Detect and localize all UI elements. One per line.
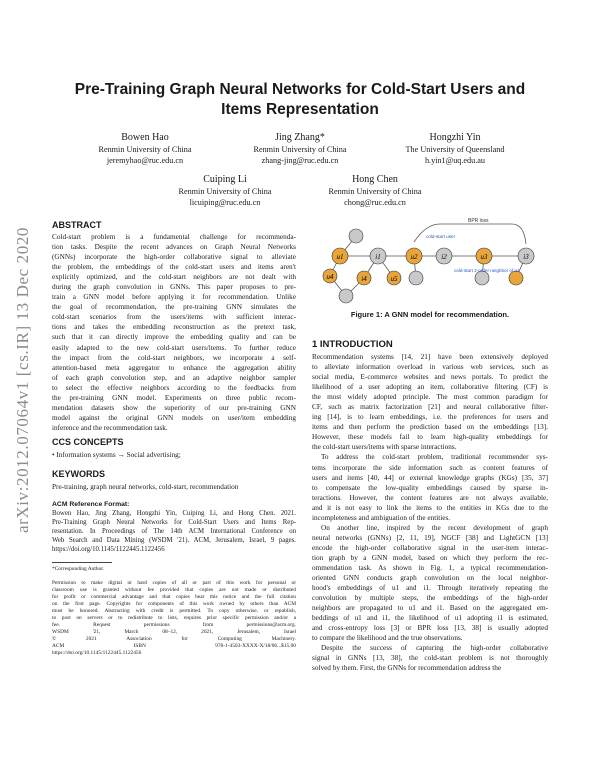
node-label: u3 [480, 253, 488, 261]
text-line: and it is not easy to link the items to the entities in KGs due to the [312, 503, 548, 512]
text-line: the problem, the embeddings of the cold-start users and items aren't [52, 263, 296, 272]
text-line: to post on servers or to redistribute to lists, requires prior specific permission and/or a [52, 615, 296, 621]
author-block [70, 131, 220, 166]
footnote-divider [52, 562, 112, 563]
abstract-heading: ABSTRACT [52, 220, 102, 230]
text-line: oriented GNN conducts graph convolution on the local neighbor- [312, 574, 548, 583]
text-line: tions and takes the embedding reconstruction as the pretext task, [52, 323, 296, 332]
author-affiliation: Renmin University of China [253, 145, 347, 154]
item-node [339, 289, 353, 303]
permission-block [52, 580, 296, 657]
text-line: model against the original GNN models on user/item embedding [52, 413, 296, 422]
text-line: teractions. However, the content features are not always available, [312, 493, 548, 502]
text-line: items and then perform the prediction based on the embeddings [13]. [312, 423, 548, 432]
text-line: WSDM '21, March 08–12, 2021, Jerusalem, Israel [52, 629, 296, 635]
text-line: neighbors are propagated to u1 and i1. Based on the aggregated em- [312, 604, 548, 613]
text-line: must be honored. Abstracting with credit is permitted. To copy otherwise, or republish, [52, 608, 296, 614]
paragraph [312, 523, 548, 644]
text-line: for profit or commercial advantage and that copies bear this notice and the full citation [52, 594, 296, 600]
text-line: Permission to make digital or hard copies of all or part of this work for personal or [52, 580, 296, 586]
text-line: easily adapted to the new cold-start users/items. To further reduce [52, 343, 296, 352]
intro-heading: 1 INTRODUCTION [312, 339, 393, 350]
text-line: fee. Request permissions from permissions@acm.org. [52, 622, 296, 628]
cold-user-label: cold-start user [426, 234, 456, 239]
author-block [380, 131, 530, 166]
text-line: Web Search and Data Mining (WSDM '21). ACM, Jerusalem, Israel, 9 pages. [52, 537, 296, 544]
author-affiliation: Renmin University of China [98, 145, 192, 154]
author-email: licuiping@ruc.edu.cn [189, 198, 261, 207]
text-line: tems incorporate the side information such as content features of [312, 463, 548, 472]
text-line: signal in GNNs [13, 38], the cold-start problem is not thoroughly [312, 654, 548, 663]
text-line: likelihood of a user adopting an item, collaborative filtering (CF) is [312, 383, 548, 392]
figure-caption: Figure 1: A GNN model for recommendation. [350, 310, 510, 319]
text-line: To address the cold-start problem, traditional recommender sys- [321, 453, 548, 462]
text-line: resentation. In Proceedings of The 14th ACM International Conference on [52, 528, 296, 535]
cold-neighbor-label: cold-start 2-order neighbor of u1 [454, 268, 520, 273]
abstract-body [52, 232, 296, 433]
author-email: jeremyhao@ruc.edu.cn [106, 156, 184, 165]
author-name: Hong Chen [352, 174, 398, 185]
text-line: to compensate the low-quality embeddings caused by sparse in- [312, 483, 548, 492]
author-email: chong@ruc.edu.cn [344, 198, 406, 207]
node-label: u4 [326, 273, 334, 281]
text-line: classroom use is granted without fee provided that copies are not made or distributed [52, 587, 296, 593]
keywords-text: Pre-training, graph neural networks, cold-start, recommendation [52, 483, 239, 491]
node-label: i3 [523, 253, 529, 261]
paragraph [312, 452, 548, 522]
text-line: Cold-start problem is a fundamental challenge for recommenda- [52, 233, 296, 241]
text-line: inference and the recommendation task. [52, 423, 168, 432]
author-email: zhang-jing@ruc.edu.cn [261, 156, 339, 165]
item-node [349, 229, 363, 243]
text-line: explicitly optimized, and the cold-start neighbors are not dealt with [52, 273, 296, 282]
author-affiliation: Renmin University of China [178, 187, 272, 196]
author-block [150, 173, 300, 208]
author-block [300, 173, 450, 208]
keywords-heading: KEYWORDS [52, 469, 106, 479]
text-line: CF, such as matrix factorization [21] and neural collaborative filter- [312, 403, 548, 412]
author-email: h.yin1@uq.edu.au [424, 156, 486, 165]
text-line: ommendation task. As shown in Fig. 1, a typical recommendation- [312, 563, 548, 572]
gnn-diagram [316, 216, 544, 306]
text-line: (GNNs) incorporate the high-order collaborative signal to alleviate [52, 253, 296, 262]
text-line: incompleteness and ambiguation of the entities. [312, 513, 451, 522]
node-label: i4 [361, 275, 367, 283]
text-line: on the first page. Copyrights for components of this work owned by others than ACM [52, 601, 296, 607]
text-line: the pre-training GNN model. Experiments on three public recom- [52, 393, 296, 402]
text-line: such that it can directly improve the embedding quality and can be [52, 333, 296, 342]
text-line: neural networks (GNNs) [2, 11, 19], NGCF [38] and LightGCN [13] [312, 533, 548, 542]
text-line: and cross-entropy loss [3] or BPR loss [13, 38] is usually adopted [312, 624, 548, 633]
text-line: the impact from the cold-start neighbors, we incorporate a self- [52, 353, 296, 362]
author-name: Bowen Hao [121, 132, 169, 143]
item-node [409, 271, 423, 285]
paragraph [312, 643, 548, 673]
text-line: during the graph convolution in GNNs. This paper proposes to pre- [52, 283, 296, 292]
author-name: Hongzhi Yin [429, 132, 481, 143]
text-line: of each graph convolution step, and an adaptive neighbor sampler [52, 373, 296, 382]
text-line: https://doi.org/10.1145/1122445.1122456 [52, 546, 165, 553]
text-line: tion tasks. Despite the recent advances on Graph Neural Networks [52, 243, 296, 252]
text-line: https://doi.org/10.1145/1122445.1122456 [52, 650, 142, 656]
acm-reference [52, 500, 296, 554]
text-line: tion graph by a GNN model, based on which they perform the rec- [312, 553, 548, 562]
text-line: ing [14], is to learn embeddings, i.e. the preferences for users and [312, 413, 548, 422]
arxiv-stamp [0, 190, 46, 570]
node-label: i2 [441, 253, 447, 261]
footnote: *Corresponding Author. [52, 566, 105, 572]
text-line: to alleviate information overload in various web services, such as [312, 363, 548, 372]
text-line: encode the high-order collaborative signal in the user-item interac- [312, 543, 548, 552]
text-line: ACM ISBN 978-1-4503-XXXX-X/18/06...$15.00 [52, 643, 296, 649]
ccs-heading: CCS CONCEPTS [52, 437, 124, 447]
text-line: the most widely adopted principle. The most common paradigm for [312, 393, 548, 402]
node-label: u2 [410, 253, 418, 261]
text-line: However, these models fail to learn high-quality embeddings for [312, 433, 548, 442]
arxiv-id: arXiv:2012.07064v1 [cs.IR] 13 Dec 2020 [13, 226, 32, 534]
author-name: Jing Zhang* [275, 132, 325, 143]
author-affiliation: Renmin University of China [328, 187, 422, 196]
text-line: to compare the likelihood and the true observations. [312, 634, 463, 643]
text-line: Bowen Hao, Jing Zhang, Hongzhi Yin, Cuiping Li, and Hong Chen. 2021. [52, 510, 296, 517]
paper-title: Pre-Training Graph Neural Networks for Cold-Start Users and Items Representation [74, 81, 526, 118]
text-line: attention-based meta aggregator to enhance the aggregation ability [52, 363, 296, 372]
text-line: cold-start scenarios from the users/items with sufficient interac- [52, 313, 296, 322]
bpr-label: BPR loss [468, 218, 489, 224]
text-line: beddings of u1 and i1, the likelihood of u1 adopting i1 is estimated, [312, 614, 548, 623]
figure-1 [316, 216, 544, 306]
acm-ref-body [52, 509, 296, 554]
node-label: u5 [390, 275, 398, 283]
text-line: the goal of recommendation, the pre-training GNN simulates the [52, 303, 296, 312]
text-line: On another line, inspired by the recent development of graph [321, 523, 548, 532]
author-affiliation: The University of Queensland [405, 145, 505, 154]
text-line: Pre-Training Graph Neural Networks for Cold-Start Users and Items Rep- [52, 519, 296, 526]
text-line: Recommendation systems [14, 21] have been extensively deployed [312, 353, 548, 361]
text-line: Despite the success of capturing the high-order collaborative [321, 644, 548, 653]
text-line: users and items [40, 44] or external knowledge graphs (KGs) [35, 37] [312, 473, 548, 482]
intro-body [312, 352, 548, 674]
user-node [509, 271, 523, 285]
text-line: convolution by multiple steps, the embeddings of the high-order [312, 594, 548, 603]
text-line: train a GNN model before applying it for recommendation. Unlike [52, 293, 296, 302]
author-block [225, 131, 375, 166]
item-node [475, 271, 489, 285]
node-label: i1 [375, 253, 381, 261]
ccs-text: • Information systems → Social advertising; [52, 451, 181, 459]
text-line: mendation datasets show the superiority of our pre-training GNN [52, 403, 296, 412]
author-name: Cuiping Li [203, 174, 247, 185]
node-label: u1 [336, 253, 344, 261]
text-line: to select the effective neighbors according to the feedbacks from [52, 383, 296, 392]
text-line: hood's embeddings of u1 and i1. Through iteratively repeating the [312, 584, 548, 593]
text-line: the cold-start users/items with sparse interactions. [312, 443, 457, 452]
text-line: social media, E-commerce websites and news portals. To predict the [312, 373, 548, 382]
text-line: © 2021 Association for Computing Machinery. [52, 636, 296, 642]
paragraph [312, 352, 548, 452]
text-line: solved by them. First, the GNNs for recommendation address the [312, 664, 502, 673]
acm-ref-heading: ACM Reference Format: [52, 501, 130, 508]
